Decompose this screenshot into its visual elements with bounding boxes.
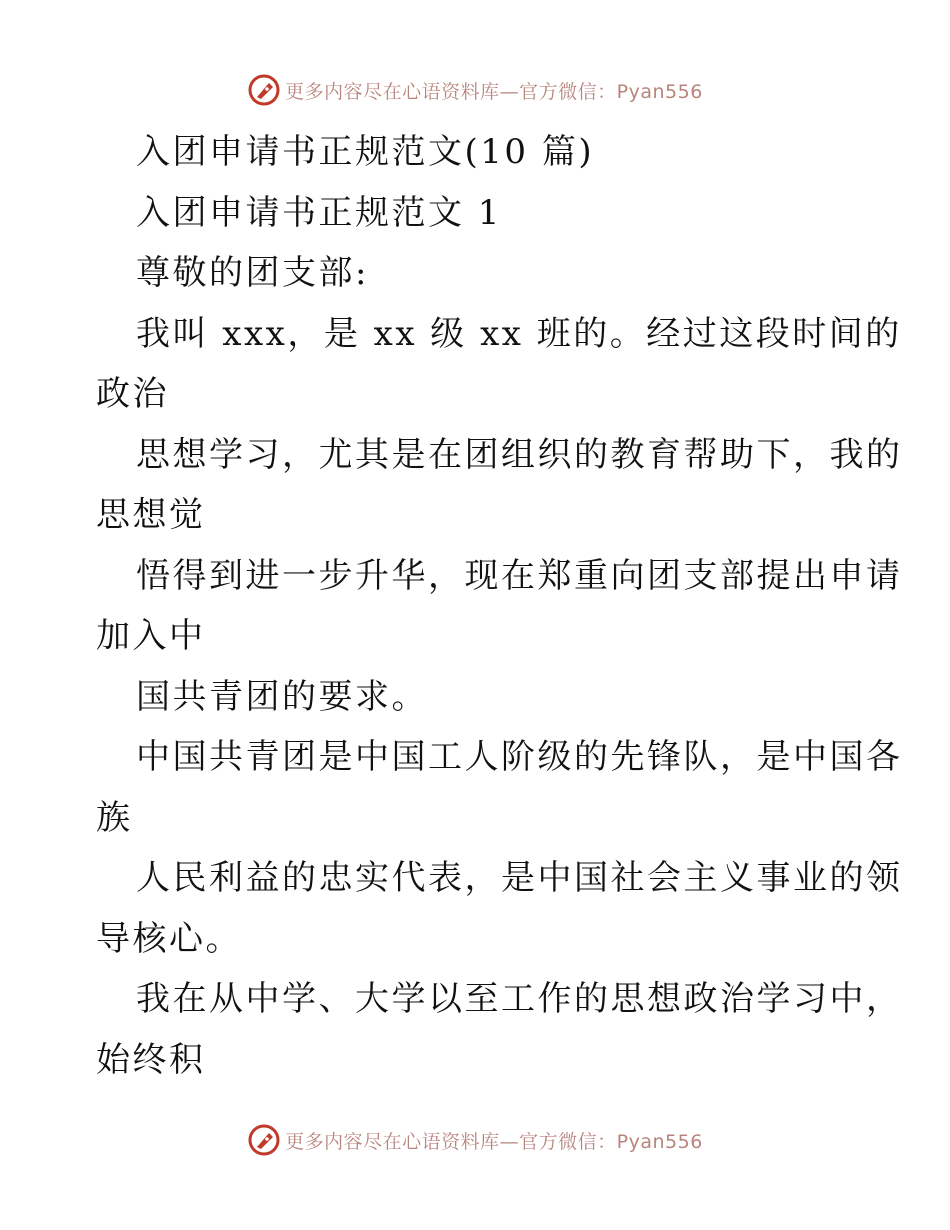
paragraph-line: 政治 <box>96 374 169 414</box>
document-body <box>96 122 903 1090</box>
header-banner <box>0 70 950 110</box>
banner-text: 更多内容尽在心语资料库—官方微信：Pyan556 <box>285 1130 703 1153</box>
banner-text: 更多内容尽在心语资料库—官方微信：Pyan556 <box>285 80 703 103</box>
paragraph-line: 悟得到进一步升华，现在郑重向团支部提出申请 <box>136 555 903 596</box>
section-heading: 入团申请书正规范文 1 <box>136 192 502 233</box>
paragraph-line: 我在从中学、大学以至工作的思想政治学习中， <box>136 979 903 1019</box>
wechat-id: Pyan556 <box>616 1130 703 1153</box>
paragraph-line: 国共青团的要求。 <box>136 676 428 717</box>
paragraph-line: 思想学习，尤其是在团组织的教育帮助下，我的 <box>136 434 903 475</box>
paragraph-line: 我叫 xxx，是 xx 级 xx 班的。经过这段时间的 <box>136 313 902 354</box>
paragraph-line: 导核心。 <box>96 918 242 959</box>
salutation: 尊敬的团支部: <box>136 253 369 293</box>
paragraph-line: 加入中 <box>96 616 206 656</box>
pen-nib-logo-icon <box>247 1123 281 1157</box>
paragraph-line: 族 <box>96 797 133 838</box>
pen-nib-logo-icon <box>247 73 281 107</box>
document-title: 入团申请书正规范文(10 篇) <box>136 132 595 172</box>
paragraph-line: 思想觉 <box>96 495 206 535</box>
footer-banner <box>0 1120 950 1160</box>
paragraph-line: 人民利益的忠实代表，是中国社会主义事业的领 <box>136 858 903 898</box>
wechat-id: Pyan556 <box>616 80 703 103</box>
paragraph-line: 始终积 <box>96 1039 206 1080</box>
paragraph-line: 中国共青团是中国工人阶级的先锋队，是中国各 <box>136 737 903 777</box>
